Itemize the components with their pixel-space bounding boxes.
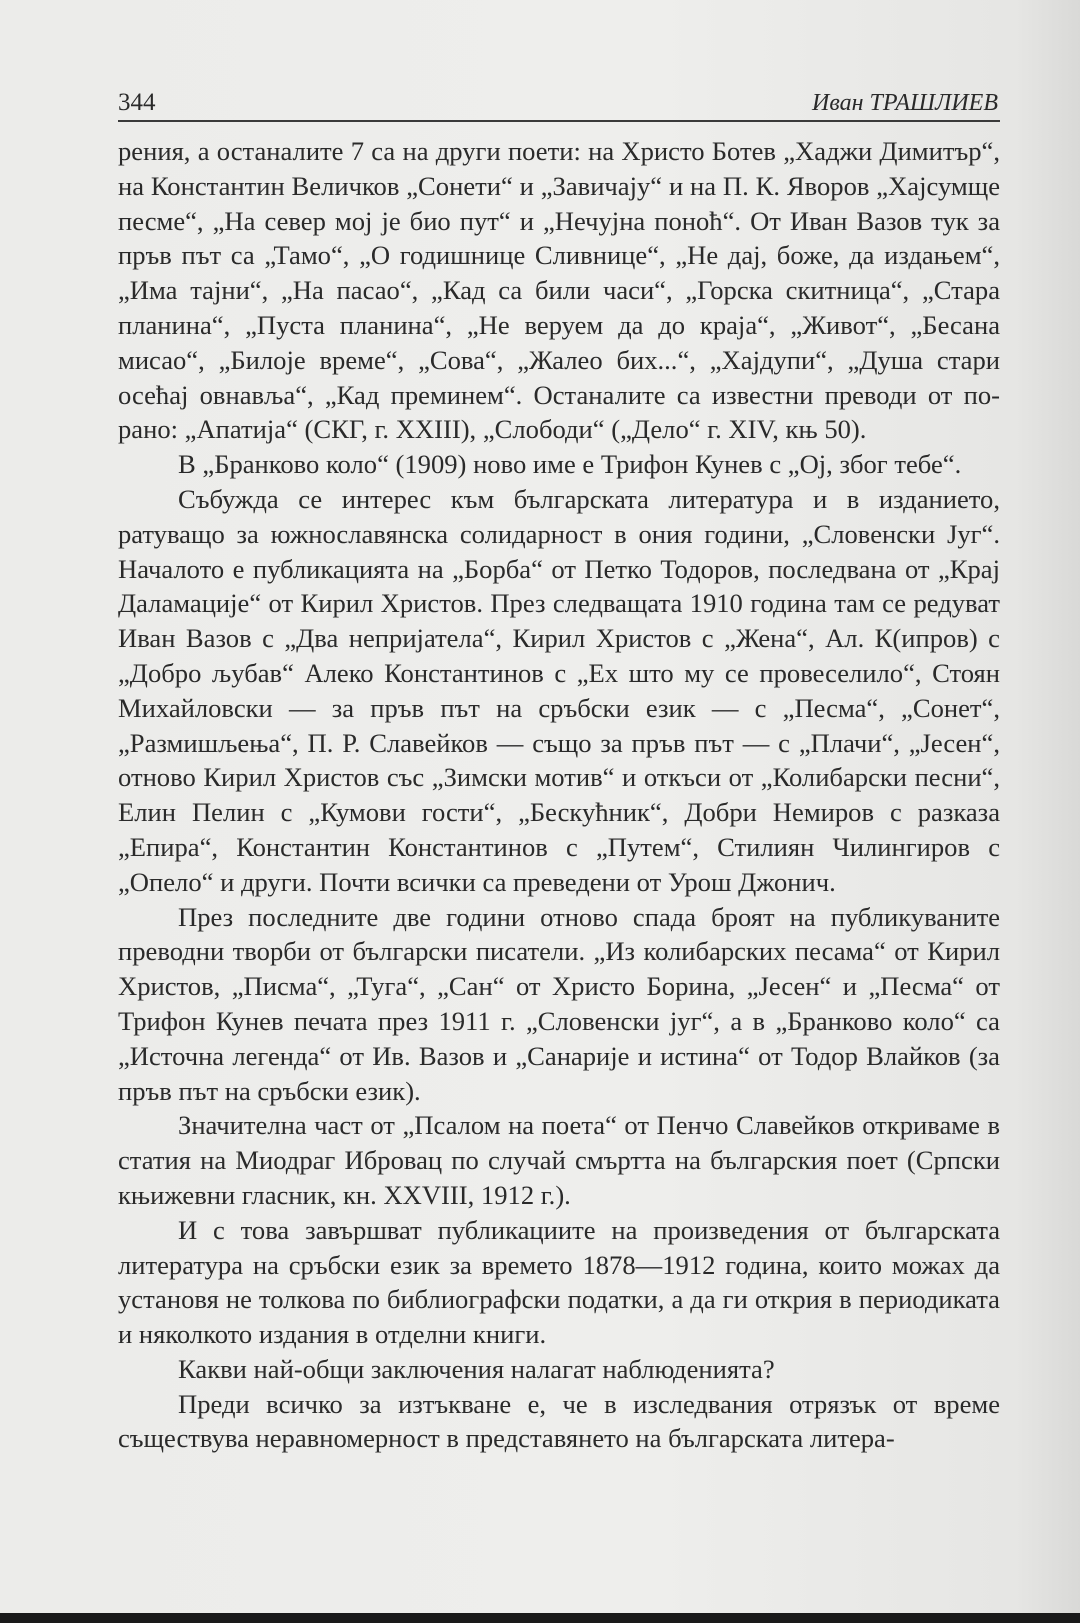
paragraph: Преди всичко за изтъкване е, че в изследвания отрязък от време съществува неравномерност в представянето на българската литера-: [118, 1388, 1000, 1454]
running-head: Иван ТРАШЛИЕВ: [812, 90, 998, 116]
paragraph: Значителна част от „Псалом на поета“ от Пенчо Славейков откриваме в статия на Миодраг Ибровац по случай смъртта на българския поет (Српски књижевни гласник, кн. XXVIII, 1912 г.).: [118, 1110, 1000, 1210]
paragraph: В „Бранково коло“ (1909) ново име е Трифон Кунев с „Ој, због тебе“.: [178, 449, 962, 480]
page-number: 344: [118, 89, 156, 116]
scan-bottom-edge: [0, 1613, 1080, 1623]
body-text: [118, 134, 1000, 1456]
paragraph-continued: рения, а останалите 7 са на други поети: на Христо Ботев „Хаджи Димитър“, на Константин Величков „Сонети“ и „Завичају“ и на П. К. Яворов „Хајсумще песме“, „На север мој је био пут“ и „Нечујна поноћ“. От Иван Вазов тук за пръв път са „Тамо“, „О годишнице Сливнице“, „Не дај, боже, да издањем“, „Има тајни“, „На пасао“, „Кад са били часи“, „Горска скитница“, „Стара планина“, „Пуста планина“, „Не веруем да до краја“, „Живот“, „Бесана мисао“, „Билоје време“, „Сова“, „Жалео бих...“, „Хајдупи“, „Душа стари осећај овнавља“, „Кад преминем“. Останалите са известни преводи от по-рано: „Апатија“ (СКГ, г. XXIII), „Слободи“ („Дело“ г. XIV, књ 50).: [118, 136, 1000, 445]
paragraph: Събужда се интерес към българската литература и в изданието, ратуващо за южнославянска солидарност в ония години, „Словенски Југ“. Началото е публикацията на „Борба“ от Петко Тодоров, последвана от „Крај Даламације“ от Кирил Христов. През следващата 1910 година там се редуват Иван Вазов с „Два непријатела“, Кирил Христов с „Жена“, Ал. К(ипров) с „Добро љубав“ Алеко Константинов с „Ех што му се провеселило“, Стоян Михайловски — за пръв път на сръбски език — с „Песма“, „Сонет“, „Размишљења“, П. Р. Славейков — също за пръв път — с „Плачи“, „Јесен“, отново Кирил Христов със „Зимски мотив“ и откъси от „Колибарски песни“, Елин Пелин с „Кумови гости“, „Бескућник“, Добри Немиров с разказа „Епира“, Константин Константинов с „Путем“, Стилиян Чилингиров с „Опело“ и други. Почти всички са преведени от Урош Джонич.: [118, 483, 1000, 897]
paragraph: И с това завършват публикациите на произведения от българската литература на сръбски език за времето 1878—1912 година, които можах да установя не толкова по библиографски податки, а да ги открия в периодиката и няколкото издания в отделни книги.: [118, 1214, 1000, 1350]
paragraph: През последните две години отново спада броят на публикуваните преводни творби от български писатели. „Из колибарских песама“ от Кирил Христов, „Писма“, „Туга“, „Сан“ от Христо Борина, „Јесен“ и „Песма“ от Трифон Кунев печата през 1911 г. „Словенски југ“, а в „Бранково коло“ са „Источна легенда“ от Ив. Вазов и „Санарије и истина“ от Тодор Влайков (за пръв път на сръбски език).: [118, 901, 1000, 1106]
page-header: [118, 86, 1000, 122]
paragraph: Какви най-общи заключения налагат наблюденията?: [178, 1353, 775, 1384]
